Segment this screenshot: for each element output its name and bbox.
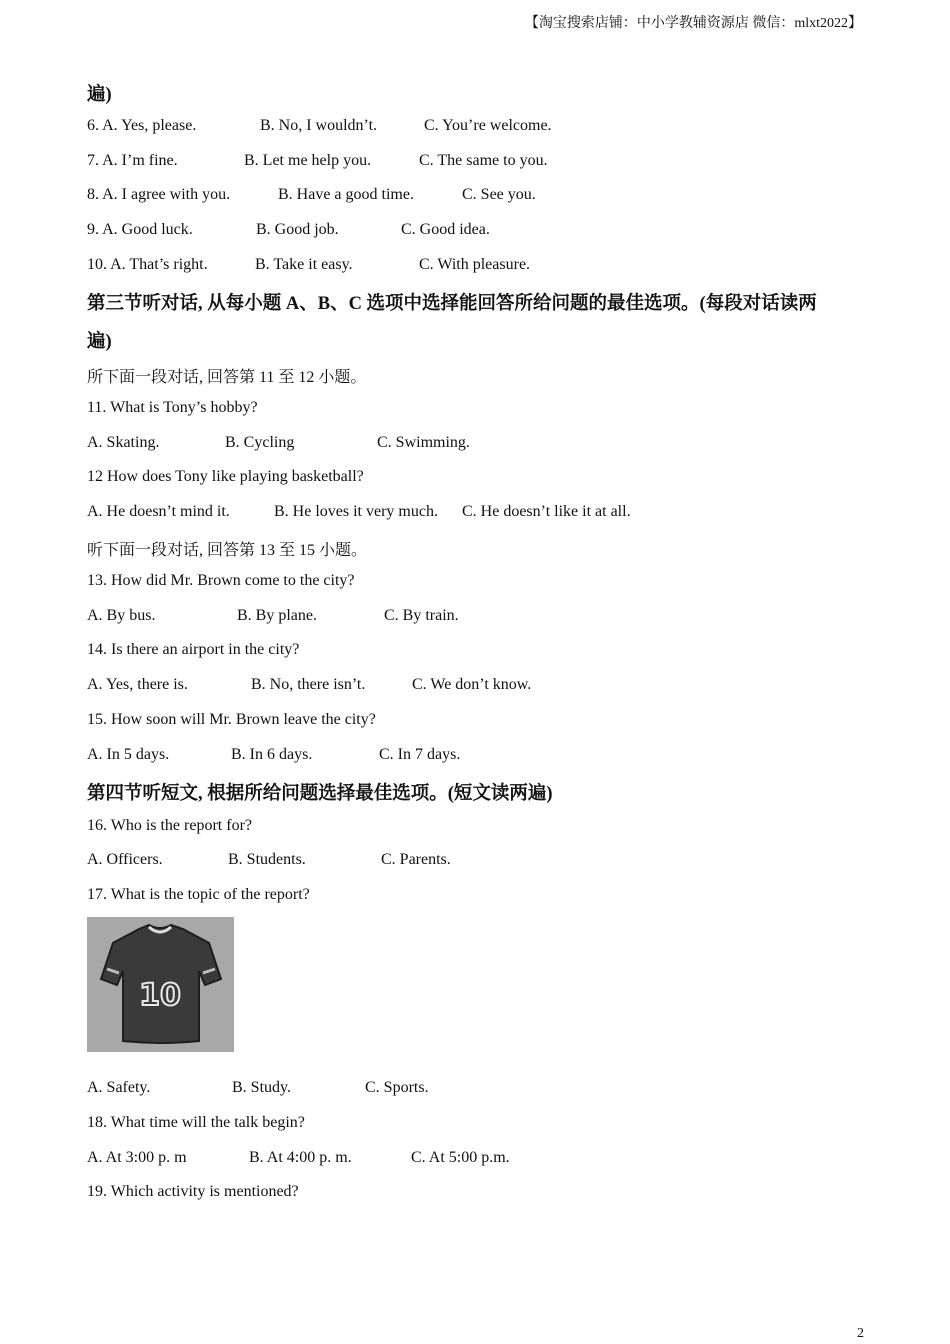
q12-options — [87, 503, 887, 525]
q13-options — [87, 607, 887, 629]
q8-option-a[interactable]: 8. A. I agree with you. — [87, 186, 231, 203]
question-12: 12 How does Tony like playing basketball? — [87, 468, 364, 485]
question-19: 19. Which activity is mentioned? — [87, 1183, 299, 1200]
question-14: 14. Is there an airport in the city? — [87, 641, 300, 658]
q11-option-a[interactable]: A. Skating. — [87, 434, 160, 451]
q7-option-b[interactable]: B. Let me help you. — [244, 152, 372, 169]
jersey-number: 10 — [139, 978, 181, 1013]
q15-option-c[interactable]: C. In 7 days. — [379, 746, 461, 763]
q13-option-b[interactable]: B. By plane. — [237, 607, 317, 624]
section3-heading-line2: 遍) — [87, 332, 112, 352]
section3-heading-line1: 第三节听对话, 从每小题 A、B、C 选项中选择能回答所给问题的最佳选项。(每段对话读两 — [87, 294, 817, 314]
q16-option-a[interactable]: A. Officers. — [87, 851, 163, 868]
q16-option-b[interactable]: B. Students. — [228, 851, 306, 868]
q13-option-c[interactable]: C. By train. — [384, 607, 459, 624]
q17-option-c[interactable]: C. Sports. — [365, 1079, 429, 1096]
question-6 — [87, 117, 887, 139]
q6-option-c[interactable]: C. You’re welcome. — [424, 117, 552, 134]
q8-option-b[interactable]: B. Have a good time. — [278, 186, 414, 203]
q7-option-c[interactable]: C. The same to you. — [419, 152, 548, 169]
question-7 — [87, 152, 887, 174]
question-18: 18. What time will the talk begin? — [87, 1114, 305, 1131]
q13-option-a[interactable]: A. By bus. — [87, 607, 156, 624]
q14-option-c[interactable]: C. We don’t know. — [412, 676, 532, 693]
q11-option-c[interactable]: C. Swimming. — [377, 434, 470, 451]
q15-option-a[interactable]: A. In 5 days. — [87, 746, 170, 763]
jersey-image — [87, 917, 234, 1052]
question-11: 11. What is Tony’s hobby? — [87, 399, 258, 416]
q8-option-c[interactable]: C. See you. — [462, 186, 536, 203]
page-number: 2 — [857, 1326, 864, 1341]
q10-option-c[interactable]: C. With pleasure. — [419, 256, 531, 273]
question-10 — [87, 256, 887, 278]
question-17: 17. What is the topic of the report? — [87, 886, 310, 903]
q6-option-b[interactable]: B. No, I wouldn’t. — [260, 117, 378, 134]
q17-option-a[interactable]: A. Safety. — [87, 1079, 151, 1096]
q18-option-b[interactable]: B. At 4:00 p. m. — [249, 1149, 352, 1166]
q14-option-b[interactable]: B. No, there isn’t. — [251, 676, 366, 693]
jersey-number-10-icon — [87, 917, 234, 1052]
section4-heading: 第四节听短文, 根据所给问题选择最佳选项。(短文读两遍) — [87, 784, 553, 804]
question-8 — [87, 186, 887, 208]
q18-option-a[interactable]: A. At 3:00 p. m — [87, 1149, 187, 1166]
q14-option-a[interactable]: A. Yes, there is. — [87, 676, 188, 693]
q12-option-a[interactable]: A. He doesn’t mind it. — [87, 503, 230, 520]
q12-option-c[interactable]: C. He doesn’t like it at all. — [462, 503, 631, 520]
page-header: 【淘宝搜索店铺：中小学教辅资源店 微信：mlxt2022】 — [524, 16, 862, 31]
q9-option-c[interactable]: C. Good idea. — [401, 221, 490, 238]
question-15: 15. How soon will Mr. Brown leave the city? — [87, 711, 376, 728]
q18-option-c[interactable]: C. At 5:00 p.m. — [411, 1149, 510, 1166]
q14-options — [87, 676, 887, 698]
section2-continuation: 遍) — [87, 85, 112, 105]
q11-options — [87, 434, 887, 456]
q15-options — [87, 746, 887, 768]
question-13: 13. How did Mr. Brown come to the city? — [87, 572, 355, 589]
q10-option-a[interactable]: 10. A. That’s right. — [87, 256, 208, 273]
q15-option-b[interactable]: B. In 6 days. — [231, 746, 313, 763]
q6-option-a[interactable]: 6. A. Yes, please. — [87, 117, 197, 134]
q11-option-b[interactable]: B. Cycling — [225, 434, 295, 451]
q10-option-b[interactable]: B. Take it easy. — [255, 256, 353, 273]
question-16: 16. Who is the report for? — [87, 817, 252, 834]
q18-options — [87, 1149, 887, 1171]
instruction-11-12: 所下面一段对话, 回答第 11 至 12 小题。 — [87, 369, 367, 386]
question-9 — [87, 221, 887, 243]
q16-options — [87, 851, 887, 873]
q7-option-a[interactable]: 7. A. I’m fine. — [87, 152, 178, 169]
instruction-13-15: 听下面一段对话, 回答第 13 至 15 小题。 — [87, 542, 368, 559]
q16-option-c[interactable]: C. Parents. — [381, 851, 451, 868]
q17-options — [87, 1079, 887, 1101]
q9-option-a[interactable]: 9. A. Good luck. — [87, 221, 193, 238]
q12-option-b[interactable]: B. He loves it very much. — [274, 503, 438, 520]
q9-option-b[interactable]: B. Good job. — [256, 221, 339, 238]
q17-option-b[interactable]: B. Study. — [232, 1079, 291, 1096]
